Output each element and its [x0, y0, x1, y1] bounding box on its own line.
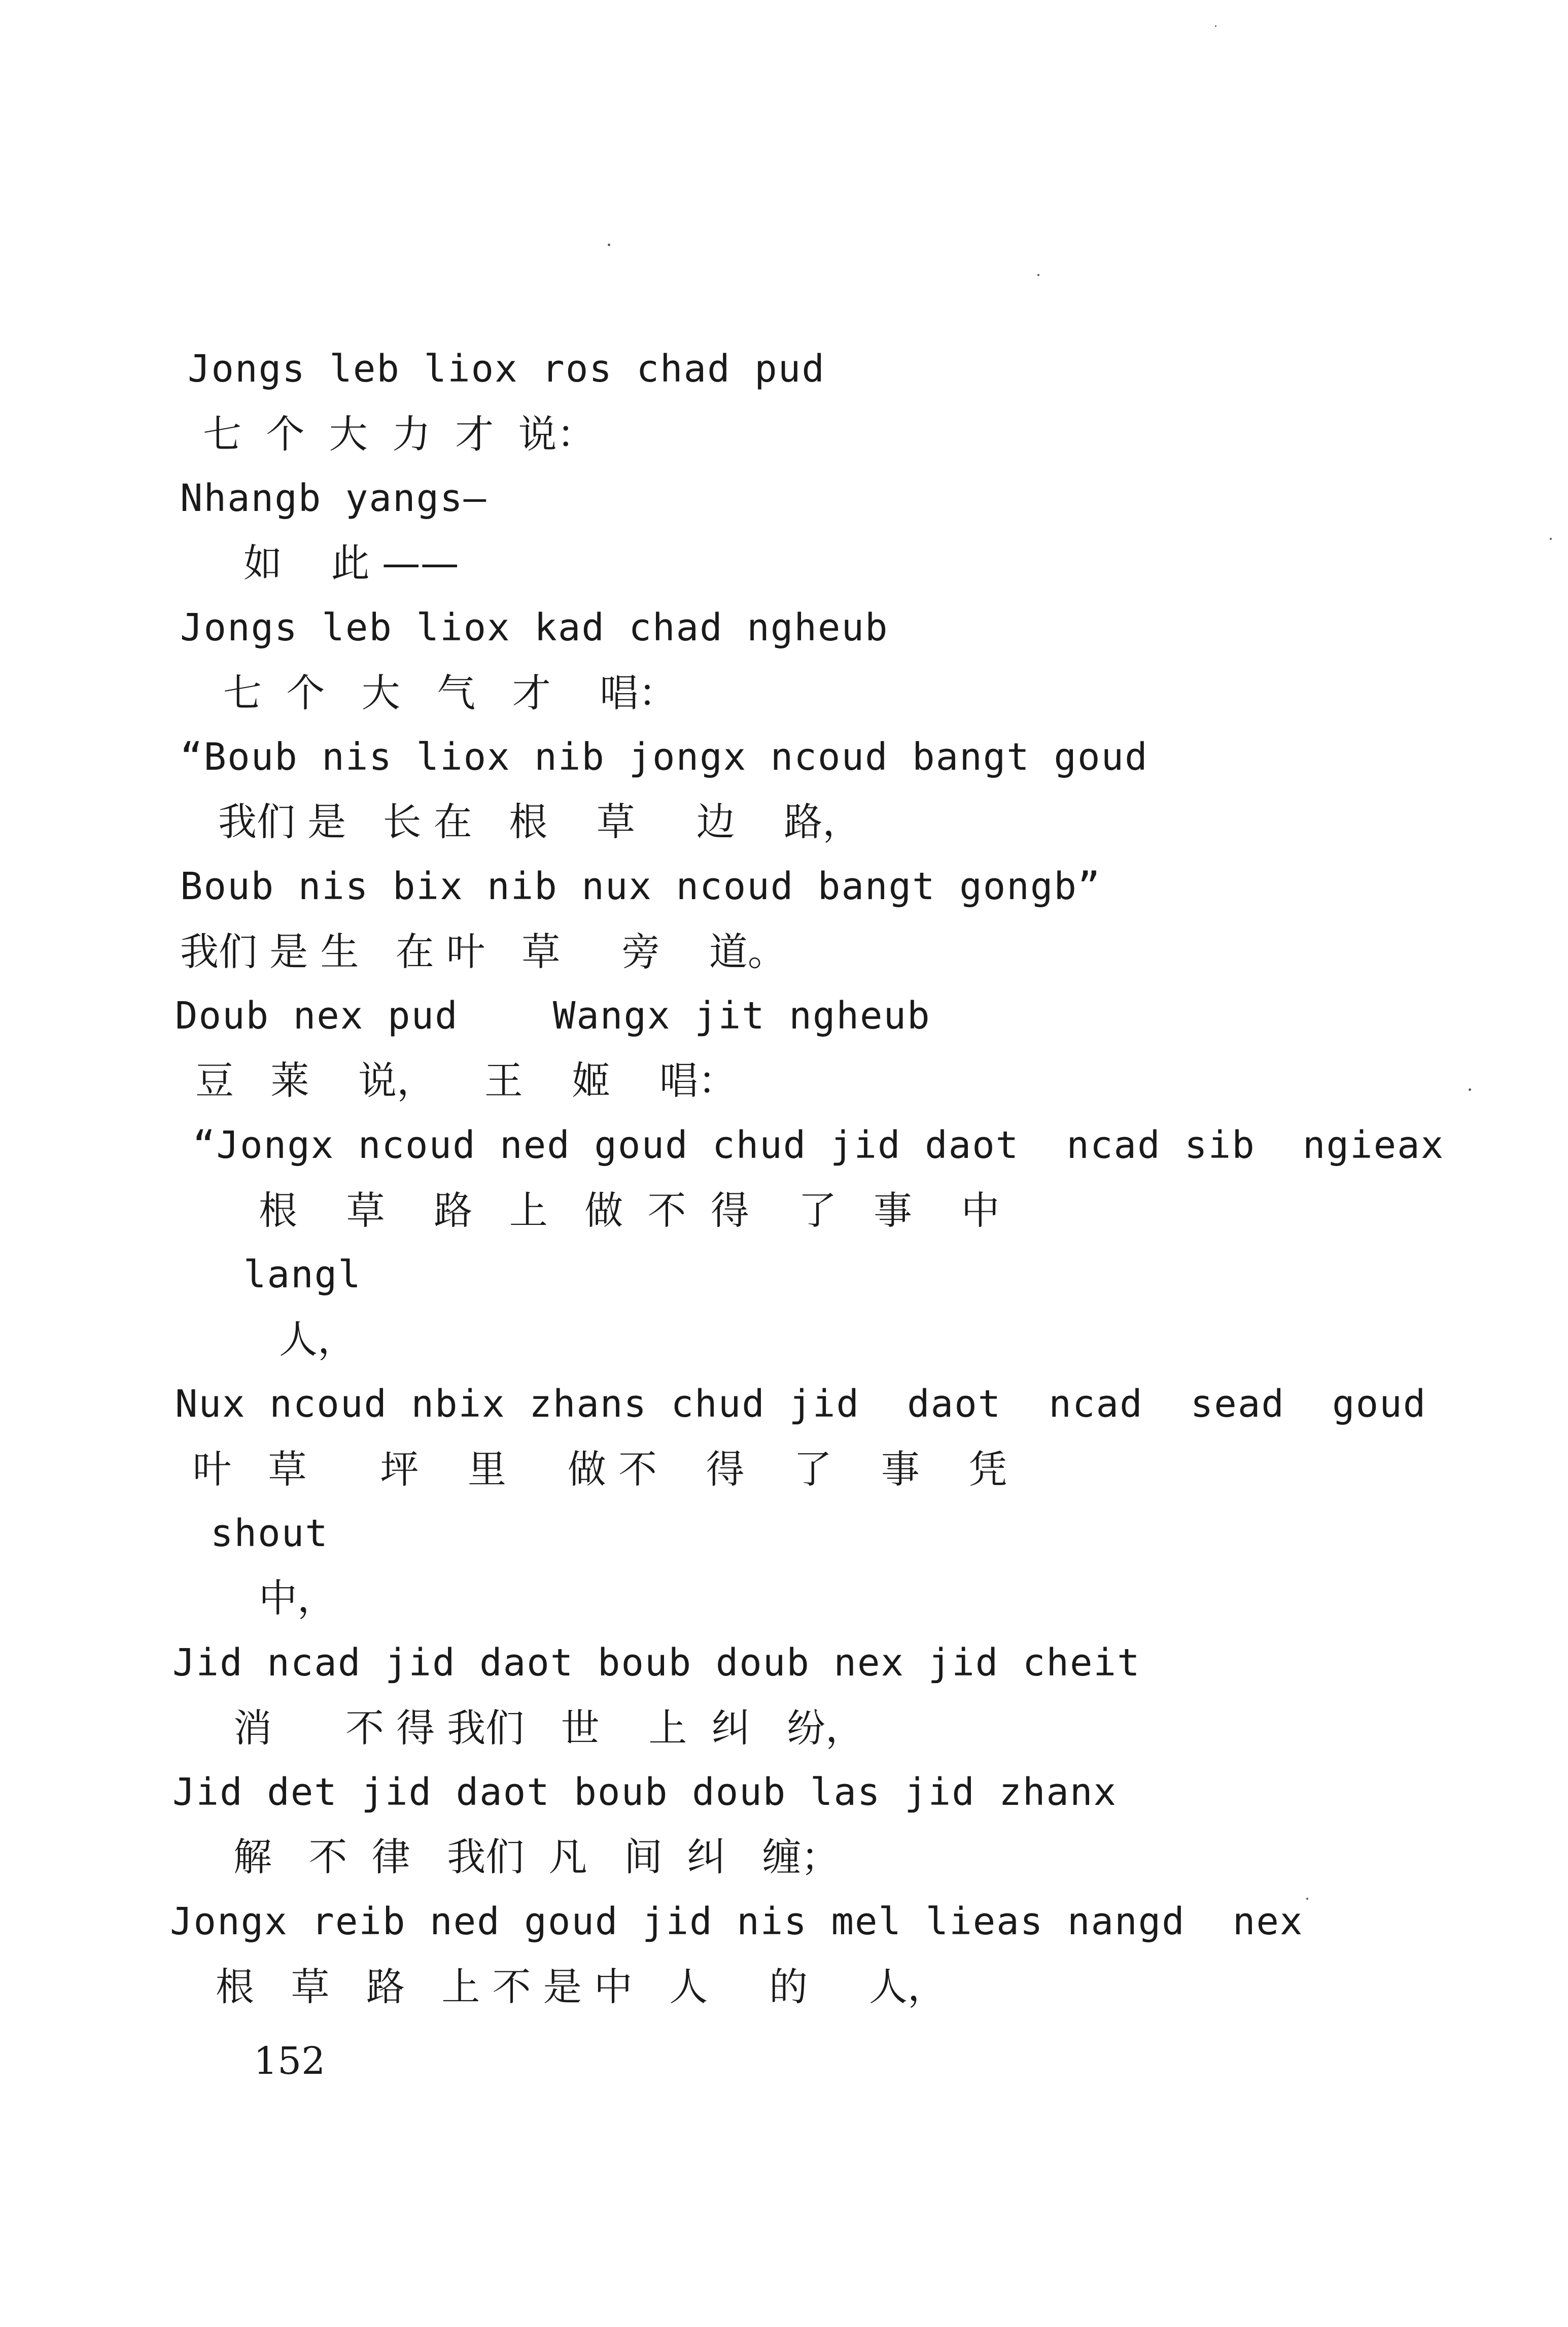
- speck: [1037, 274, 1039, 276]
- romanized-line: Jongs leb liox ros chad pud: [188, 347, 825, 391]
- page-number: 152: [254, 2039, 326, 2083]
- romanized-line: Jongx reib ned goud jid nis mel lieas nangd nex: [170, 1900, 1304, 1943]
- chinese-gloss-line: 根 草 路 上 不 是 中 人 的 人，: [216, 1964, 946, 2009]
- romanized-line: Jongs leb liox kad chad ngheub: [180, 606, 889, 649]
- romanized-line: shout: [211, 1512, 329, 1555]
- chinese-gloss-line: 消 不 得 我们 世 上 纠 纷，: [233, 1705, 864, 1751]
- chinese-gloss-line: 如 此 ——: [243, 540, 459, 586]
- speck: [1306, 1898, 1308, 1900]
- chinese-gloss-line: 我们 是 长 在 根 草 边 路，: [218, 799, 861, 844]
- speck: [1215, 25, 1216, 27]
- chinese-gloss-line: 中，: [259, 1576, 336, 1621]
- romanized-line: Doub nex pud Wangx jit ngheub: [175, 994, 931, 1038]
- chinese-gloss-line: 七 个 大 气 才 唱：: [223, 670, 677, 715]
- chinese-gloss-line: 我们 是 生 在 叶 草 旁 道。: [180, 929, 786, 974]
- romanized-line: langl: [243, 1253, 362, 1296]
- speck: [1550, 538, 1552, 540]
- chinese-gloss-line: 叶 草 坪 里 做 不 得 了 事 凭: [193, 1447, 1007, 1492]
- chinese-gloss-line: 解 不 律 我们 凡 间 纠 缠；: [233, 1834, 840, 1879]
- speck: [608, 244, 610, 246]
- romanized-line: Jid det jid daot boub doub las jid zhanx: [172, 1770, 1118, 1814]
- chinese-gloss-line: 人，: [279, 1317, 356, 1362]
- romanized-line: Jid ncad jid daot boub doub nex jid cheit: [172, 1641, 1141, 1685]
- romanized-line: Boub nis bix nib nux ncoud bangt gongb”: [180, 865, 1101, 908]
- romanized-line: “Boub nis liox nib jongx ncoud bangt goud: [180, 735, 1148, 779]
- romanized-line: “Jongx ncoud ned goud chud jid daot ncad sib ngieax: [193, 1123, 1445, 1167]
- chinese-gloss-line: 豆 莱 说， 王 姬 唱：: [195, 1058, 737, 1103]
- chinese-gloss-line: 根 草 路 上 做 不 得 了 事 中: [259, 1188, 1000, 1233]
- romanized-line: Nhangb yangs—: [180, 476, 487, 520]
- romanized-line: Nux ncoud nbix zhans chud jid daot ncad sead goud: [175, 1382, 1427, 1426]
- speck: [1469, 1088, 1471, 1091]
- chinese-gloss-line: 七 个 大 力 才 说：: [203, 412, 596, 457]
